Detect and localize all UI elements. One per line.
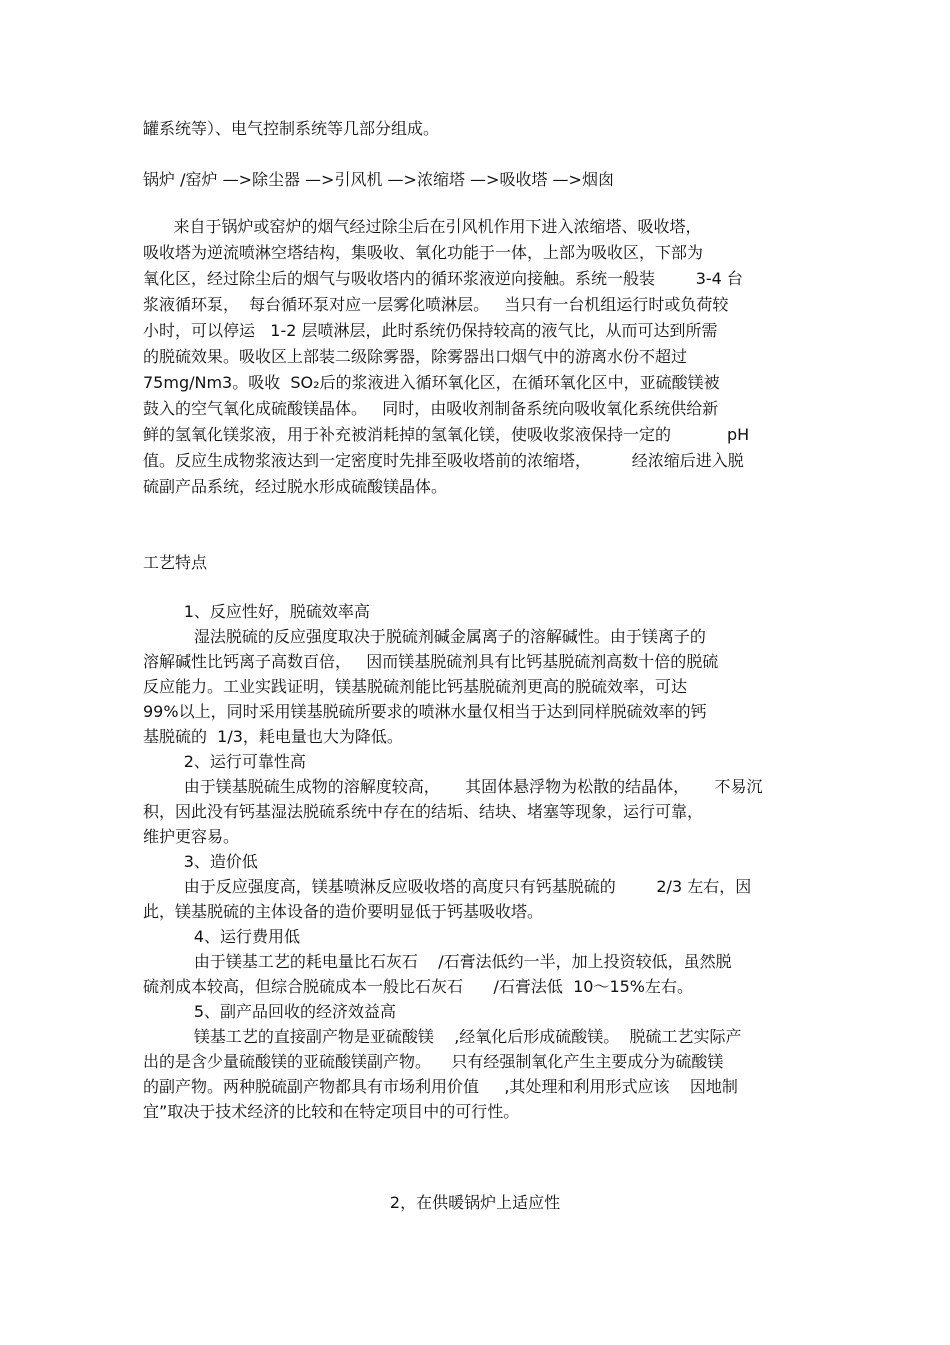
feature-text: 99%以上，同时采用镁基脱硫所要求的喷淋水量仅相当于达到同样脱硫效率的钙 <box>143 702 707 721</box>
paragraph-line: 值。反应生成物浆液达到一定密度时先排至吸收塔前的浓缩塔， 经浓缩后进入脱 <box>143 451 744 470</box>
feature-text: 的副产物。两种脱硫副产物都具有市场利用价值 ,其处理和利用形式应该 因地制 <box>143 1077 738 1096</box>
feature-text: 由于镁基脱硫生成物的溶解度较高， 其固体悬浮物为松散的结晶体， 不易沉 <box>143 777 763 796</box>
feature-title: 2、运行可靠性高 <box>143 752 306 771</box>
intro-line: 罐系统等）、电气控制系统等几部分组成。 <box>143 119 440 138</box>
feature-text: 出的是含少量硫酸镁的亚硫酸镁副产物。 只有经强制氧化产生主要成分为硫酸镁 <box>143 1052 724 1071</box>
feature-text: 湿法脱硫的反应强度取决于脱硫剂碱金属离子的溶解碱性。由于镁离子的 <box>143 627 706 646</box>
feature-title: 4、运行费用低 <box>143 927 301 946</box>
paragraph-line: 鼓入的空气氧化成硫酸镁晶体。 同时，由吸收剂制备系统向吸收氧化系统供给新 <box>143 399 719 418</box>
feature-text: 由于镁基工艺的耗电量比石灰石 /石膏法低约一半，加上投资较低，虽然脱 <box>143 952 732 971</box>
feature-text: 反应能力。工业实践证明，镁基脱硫剂能比钙基脱硫剂更高的脱硫效率，可达 <box>143 677 688 696</box>
paragraph-line: 鲜的氢氧化镁浆液，用于补充被消耗掉的氢氧化镁，使吸收浆液保持一定的 pH <box>143 425 750 444</box>
feature-title: 5、副产品回收的经济效益高 <box>143 1002 397 1021</box>
feature-text: 硫剂成本较高，但综合脱硫成本一般比石灰石 /石膏法低 10～15%左右。 <box>143 977 694 996</box>
paragraph-line: 硫副产品系统，经过脱水形成硫酸镁晶体。 <box>143 477 448 496</box>
section-heading: 2，在供暖锅炉上适应性 <box>389 1193 561 1212</box>
feature-title: 3、造价低 <box>143 852 258 871</box>
paragraph-line: 来自于锅炉或窑炉的烟气经过除尘后在引风机作用下进入浓缩塔、吸收塔， <box>143 217 702 236</box>
feature-text: 宜”取决于技术经济的比较和在特定项目中的可行性。 <box>143 1102 520 1121</box>
feature-text: 溶解碱性比钙离子高数百倍， 因而镁基脱硫剂具有比钙基脱硫剂高数十倍的脱硫 <box>143 652 719 671</box>
feature-title: 1、反应性好，脱硫效率高 <box>143 602 370 621</box>
feature-text: 此，镁基脱硫的主体设备的造价要明显低于钙基吸收塔。 <box>143 902 544 921</box>
process-flow: 锅炉 /窑炉 —>除尘器 —>引风机 —>浓缩塔 —>吸收塔 —>烟囱 <box>143 170 614 189</box>
feature-text: 维护更容易。 <box>143 827 240 846</box>
paragraph-line: 吸收塔为逆流喷淋空塔结构，集吸收、氧化功能于一体，上部为吸收区，下部为 <box>143 243 704 262</box>
paragraph-line: 小时，可以停运 1-2 层喷淋层，此时系统仍保持较高的液气比，从而可达到所需 <box>143 321 718 340</box>
feature-text: 基脱硫的 1/3，耗电量也大为降低。 <box>143 727 403 746</box>
paragraph-line: 浆液循环泵， 每台循环泵对应一层雾化喷淋层。 当只有一台机组运行时或负荷较 <box>143 295 729 314</box>
feature-text: 积，因此没有钙基湿法脱硫系统中存在的结垢、结块、堵塞等现象，运行可靠， <box>143 802 704 821</box>
paragraph-line: 氧化区，经过除尘后的烟气与吸收塔内的循环浆液逆向接触。系统一般装 3-4 台 <box>143 269 743 288</box>
feature-text: 由于反应强度高，镁基喷淋反应吸收塔的高度只有钙基脱硫的 2/3 左右，因 <box>143 877 752 896</box>
paragraph-line: 的脱硫效果。吸收区上部装二级除雾器，除雾器出口烟气中的游离水份不超过 <box>143 347 688 366</box>
features-heading: 工艺特点 <box>143 553 208 572</box>
paragraph-line: 75mg/Nm3。吸收 SO₂后的浆液进入循环氧化区，在循环氧化区中，亚硫酸镁被 <box>143 373 720 392</box>
feature-text: 镁基工艺的直接副产物是亚硫酸镁 ,经氧化后形成硫酸镁。 脱硫工艺实际产 <box>143 1027 742 1046</box>
